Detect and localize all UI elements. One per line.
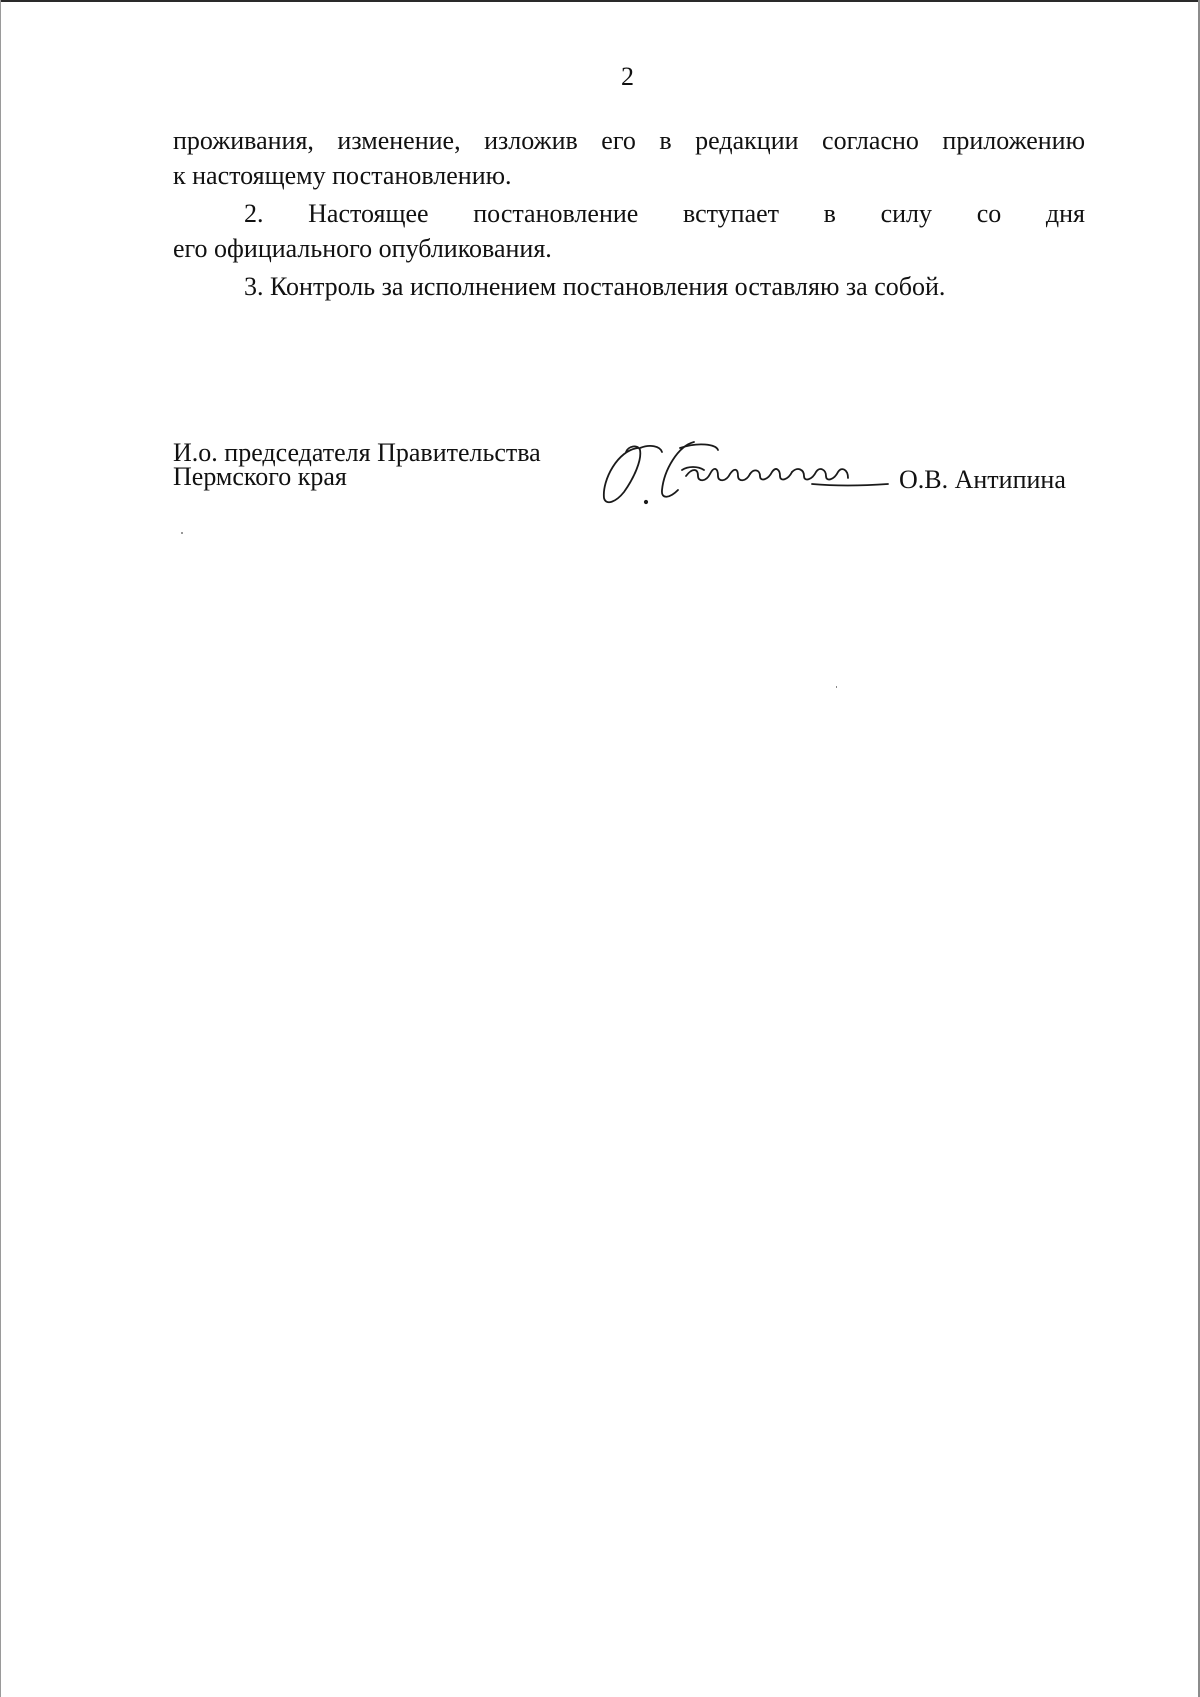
paragraph-amendment [173, 123, 1085, 193]
page-top-edge [0, 0, 1200, 2]
scan-speck [181, 532, 183, 534]
page-left-edge [0, 0, 1, 1697]
signatory-position [173, 438, 541, 491]
document-body [173, 123, 1085, 304]
signatory-position-line: Пермского края [173, 462, 347, 491]
paragraph-line: его официального опубликования. [173, 234, 552, 263]
paragraph-line: 2. Настоящее постановление вступает в силу со дня [244, 199, 1085, 228]
paragraph-line: проживания, изменение, изложив его в редакции согласно приложению [173, 126, 1085, 155]
scan-speck [836, 686, 837, 688]
signatory-position-line: И.о. председателя Правительства [173, 438, 541, 467]
paragraph-line: к настоящему постановлению. [173, 161, 512, 190]
paragraph-line: 3. Контроль за исполнением постановления оставляю за собой. [244, 272, 946, 301]
page-number: 2 [621, 62, 634, 91]
handwritten-signature [598, 440, 908, 510]
paragraph-control [173, 269, 1085, 304]
paragraph-effective-date [173, 196, 1085, 266]
signatory-name: О.В. Антипина [899, 465, 1066, 494]
